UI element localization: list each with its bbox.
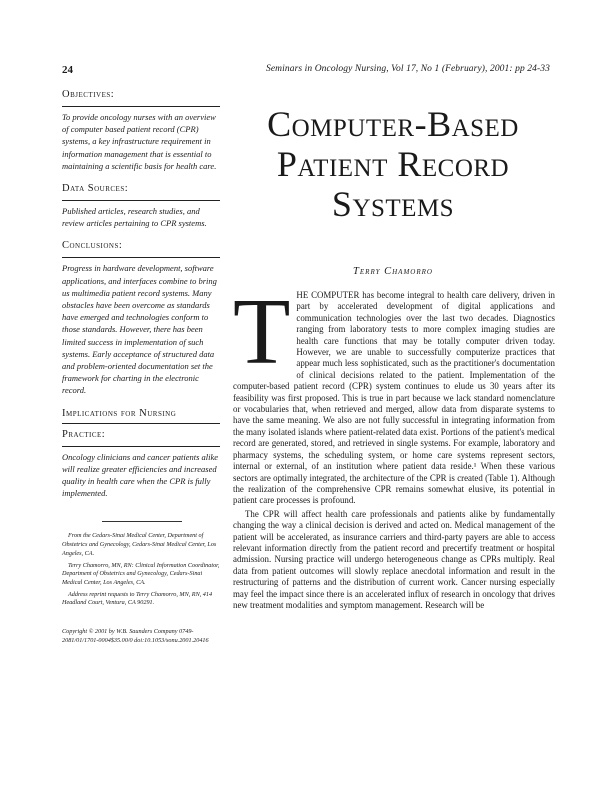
running-head: Seminars in Oncology Nursing, Vol 17, No 1 (February), 2001: pp 24-33 [266, 64, 550, 74]
title-line: Patient Record [276, 144, 510, 184]
article-title [228, 104, 558, 224]
conclusions-text: Progress in hardware development, software applications, and interfaces combine to bring us multimedia patient record systems. Many obstacles have been overcome as standards have emerged and technologies conform to those standards. However, there has been limited success in implementation of such systems. Early acceptance of structured data and problem-oriented documentation set the framework for charting in the electronic record. [62, 263, 217, 396]
implications-text: Oncology clinicians and cancer patients alike will realize greater efficiencies and increased quality in health care when the CPR is fully implemented. [62, 451, 219, 499]
conclusions-heading: Conclusions: [62, 240, 123, 252]
divider [62, 257, 220, 258]
title-line: Computer-Based [267, 104, 519, 144]
divider [62, 200, 220, 201]
body-paragraph: The CPR will affect health care professionals and patients alike by fundamentally changing the way a clinical decision is derived and acted on. Medical management of the patient will be accelerated, as insurance carriers and third-party payers are able to access relevant information directly from the patient record and precertify treatment or hospital admission. Nursing practice will undergo heterogeneous change as CPRs multiply. Real data from patient outcomes will slowly replace anecdotal information and result in the restructuring of patterns and the distribution of current work. Cancer nursing especially may feel the impact since there is an accelerated influx of research in oncology that drives new treatment modalities and symptom management. Research will be [233, 508, 555, 610]
title-line: Systems [331, 184, 455, 224]
implications-heading: Implications for Nursing [62, 407, 177, 419]
objectives-heading: Objectives: [62, 89, 115, 100]
data-sources-text: Published articles, research studies, and review articles pertaining to CPR systems. [62, 206, 207, 229]
divider [62, 423, 220, 424]
body-paragraph: HE COMPUTER has become integral to health care delivery, driven in part by accelerated development of digital applications and communication technologies over the last two decades. Diagnostics ranging from laboratory tests to more complex imaging studies are health care functions that may be totally computer driven today. However, we are unable to successfully computerize practices that appear much less sophisticated, such as the practitioner's documentation of clinical decisions related to the patient. Implementation of the computer-based patient record (CPR) system continues to elude us 30 years after its feasibility was first proposed. This is true in part because we lack standard nomenclature or vocabularies that, when retrieved and merged, allow data from disparate systems to have the same meaning. We also are not fully successful in integrating information from the many isolated islands where patient-related data exist. Portions of the patient's medical record are generated, stored, and retrieved in single systems. For example, laboratory and pharmacy systems, the scheduling system, or home care systems represent sectors, internal or external, of an institution where patient data reside.¹ When these various sectors are optimally integrated, the architecture of the CPR is created (Table 1). Although the realization of the comprehensive CPR remains somewhat elusive, its potential in patient care processes is profound. [233, 290, 555, 506]
divider [62, 446, 220, 447]
footnote-separator [102, 521, 182, 522]
divider [62, 106, 220, 107]
article-author: Terry Chamorro [353, 266, 433, 277]
reprint-note: Address reprint requests to Terry Chamorro, MN, RN, 414 Headland Court, Ventura, CA 90291. [62, 590, 213, 607]
abstract-sidebar [62, 88, 220, 646]
data-sources-heading: Data Sources: [62, 183, 129, 195]
copyright-note: Copyright © 2001 by W.B. Saunders Company 0749-2081/01/1701-0004$35.00/0 doi:10.1053/sonu.2001.20416 [62, 628, 209, 644]
objectives-text: To provide oncology nurses with an overview of computer based patient record (CPR) systems, a key infrastructure requirement in information management that is essential to maintaining a scientific basis for health care. [62, 112, 217, 171]
page-number: 24 [62, 64, 73, 76]
implications-heading-continued: Practice: [62, 428, 106, 440]
affiliation-note: From the Cedars-Sinai Medical Center, Department of Obstetrics and Gynecology, Cedars-Sinai Medical Center, Los Angeles, CA. [62, 532, 217, 557]
article-body [233, 280, 555, 613]
drop-cap: T [233, 280, 291, 384]
author-note: Terry Chamorro, MN, RN: Clinical Information Coordinator, Department of Obstetrics and Gynecology, Cedars-Sinai Medical Center, Los Angeles, CA. [62, 561, 220, 586]
